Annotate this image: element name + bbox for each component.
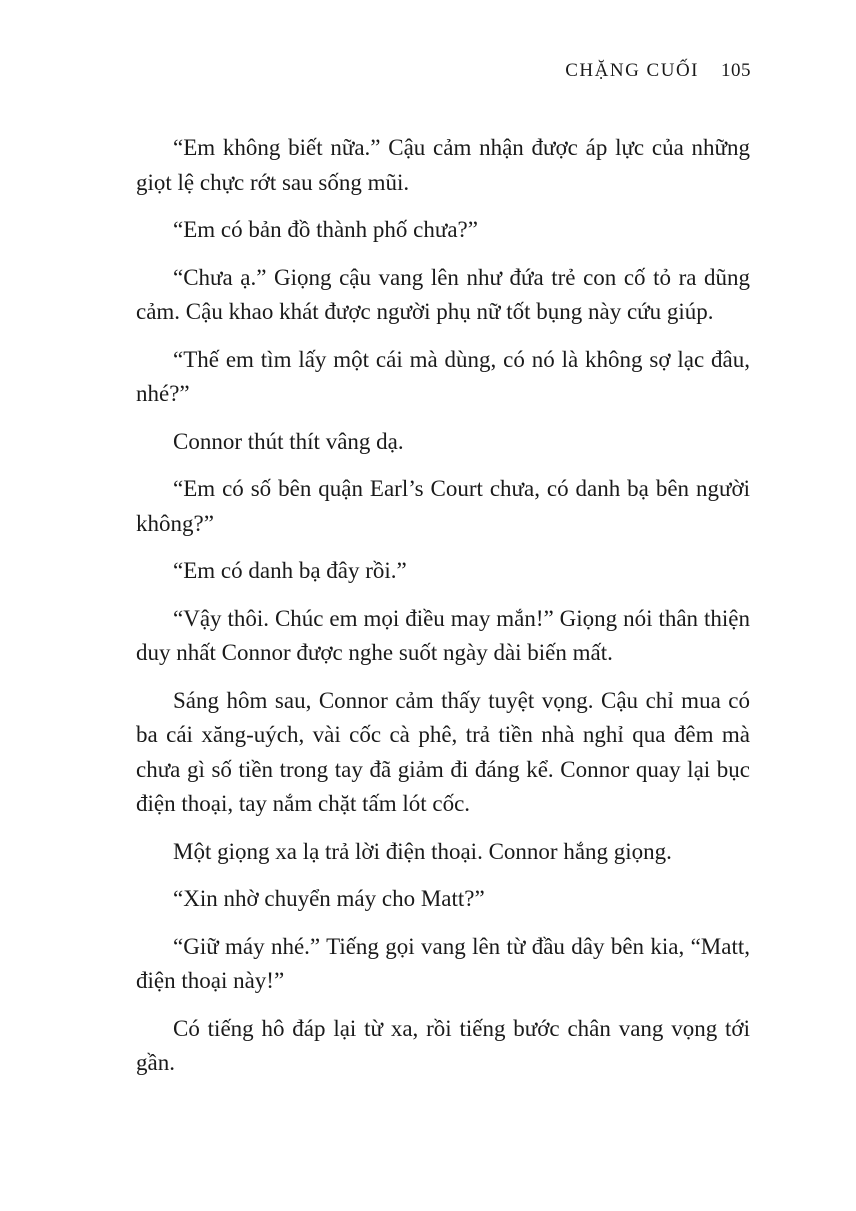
paragraph: “Em có số bên quận Earl’s Court chưa, có danh bạ bên người không?” <box>136 476 750 536</box>
body-text <box>136 131 750 1094</box>
paragraph: “Thế em tìm lấy một cái mà dùng, có nó là không sợ lạc đâu, nhé?” <box>136 346 750 406</box>
paragraph: “Vậy thôi. Chúc em mọi điều may mắn!” Giọng nói thân thiện duy nhất Connor được nghe suốt ngày dài biến mất. <box>136 605 750 665</box>
paragraph: “Em có danh bạ đây rồi.” <box>173 558 407 583</box>
paragraph: “Em không biết nữa.” Cậu cảm nhận được áp lực của những giọt lệ chực rớt sau sống mũi. <box>136 135 750 195</box>
paragraph: Connor thút thít vâng dạ. <box>173 428 404 454</box>
running-head <box>565 60 751 82</box>
paragraph: Có tiếng hô đáp lại từ xa, rồi tiếng bước chân vang vọng tới gần. <box>136 1015 750 1075</box>
paragraph: “Giữ máy nhé.” Tiếng gọi vang lên từ đầu dây bên kia, “Matt, điện thoại này!” <box>136 933 750 993</box>
chapter-title: CHẶNG CUỐI <box>565 60 699 81</box>
paragraph: “Xin nhờ chuyển máy cho Matt?” <box>173 886 485 911</box>
paragraph: “Em có bản đồ thành phố chưa?” <box>173 217 478 242</box>
paragraph: Sáng hôm sau, Connor cảm thấy tuyệt vọng. Cậu chỉ mua có ba cái xăng-uých, vài cốc cà phê, trả tiền nhà nghỉ qua đêm mà chưa gì số tiền trong tay đã giảm đi đáng kể. Connor quay lại bục điện thoại, tay nắm chặt tấm lót cốc. <box>136 687 750 816</box>
paragraph: Một giọng xa lạ trả lời điện thoại. Connor hắng giọng. <box>173 838 672 864</box>
page-number: 105 <box>721 60 751 81</box>
paragraph: “Chưa ạ.” Giọng cậu vang lên như đứa trẻ con cố tỏ ra dũng cảm. Cậu khao khát được người phụ nữ tốt bụng này cứu giúp. <box>136 264 750 324</box>
